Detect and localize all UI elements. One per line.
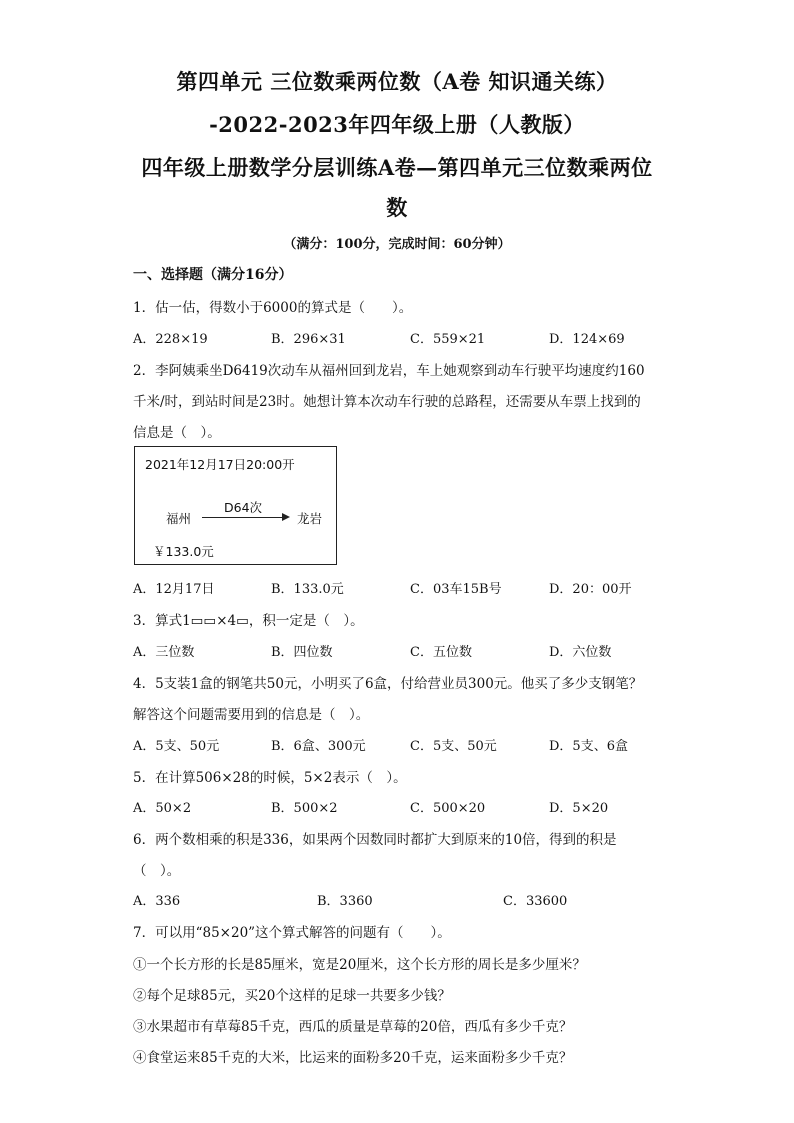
question-1: 1．估一估，得数小于6000的算式是（ ）。 [133, 300, 413, 316]
question-7-item-1: ①一个长方形的长是85厘米，宽是20厘米，这个长方形的周长是多少厘米？ [133, 957, 586, 973]
question-7-item-4: ④食堂运来85千克的大米，比运来的面粉多20千克，运来面粉多少千克？ [133, 1050, 573, 1066]
q6-option-a: A．336 [133, 894, 181, 909]
q5-option-b: B．500×2 [271, 801, 338, 816]
q1-option-c: C．559×21 [410, 332, 486, 347]
title-line-1: 第四单元 三位数乘两位数（A卷 知识通关练） [176, 69, 618, 94]
ticket-train: D64次 [224, 500, 263, 515]
question-4-line-1: 4．5支装1盒的钢笔共50元，小明买了6盒，付给营业员300元。他买了多少支钢笔？ [133, 676, 643, 692]
q2-option-d: D．20：00开 [549, 582, 632, 597]
q1-option-a: A．228×19 [133, 332, 208, 347]
question-7-item-3: ③水果超市有草莓85千克，西瓜的质量是草莓的20倍，西瓜有多少千克？ [133, 1019, 573, 1035]
question-7-item-2: ②每个足球85元，买20个这样的足球一共要多少钱？ [133, 988, 451, 1004]
question-6-line-1: 6．两个数相乘的积是336，如果两个因数同时都扩大到原来的10倍，得到的积是 [133, 832, 617, 848]
question-4-line-2: 解答这个问题需要用到的信息是（ ）。 [133, 707, 370, 723]
title-line-2: -2022-2023年四年级上册（人教版） [209, 112, 585, 137]
q4-option-b: B．6盒、300元 [271, 739, 366, 754]
title-line-4: 数 [386, 195, 408, 220]
q6-option-c: C．33600 [503, 894, 568, 909]
question-3: 3．算式1▭▭×4▭，积一定是（ ）。 [133, 613, 364, 629]
ticket-from: 福州 [166, 511, 192, 526]
q3-option-d: D．六位数 [549, 645, 612, 660]
q6-option-b: B．3360 [317, 894, 373, 909]
ticket-arrow-icon [282, 513, 290, 521]
q3-option-c: C．五位数 [410, 645, 472, 660]
ticket-to: 龙岩 [297, 511, 323, 526]
question-2-line-1: 2．李阿姨乘坐D6419次动车从福州回到龙岩，车上她观察到动车行驶平均速度约160 [133, 363, 645, 379]
q4-option-d: D．5支、6盒 [549, 739, 628, 754]
q1-option-b: B．296×31 [271, 332, 346, 347]
subtitle: （满分：100分，完成时间：60分钟） [283, 237, 511, 252]
q5-option-c: C．500×20 [410, 801, 486, 816]
question-2-line-3: 信息是（ ）。 [133, 425, 221, 441]
q2-option-c: C．03车15B号 [410, 582, 502, 597]
q3-option-b: B．四位数 [271, 645, 333, 660]
q4-option-a: A．5支、50元 [133, 739, 220, 754]
section-heading: 一、选择题（满分16分） [133, 267, 293, 283]
ticket-price: ￥133.0元 [153, 544, 214, 559]
q2-option-a: A．12月17日 [133, 582, 215, 597]
q2-option-b: B．133.0元 [271, 582, 344, 597]
train-ticket [134, 446, 337, 565]
q4-option-c: C．5支、50元 [410, 739, 497, 754]
ticket-arrow-line [202, 517, 284, 518]
question-2-line-2: 千米/时，到站时间是23时。她想计算本次动车行驶的总路程，还需要从车票上找到的 [133, 394, 641, 410]
ticket-date-time: 2021年12月17日20:00开 [145, 457, 295, 472]
q1-option-d: D．124×69 [549, 332, 625, 347]
question-6-line-2: （ ）。 [133, 863, 181, 879]
question-7: 7．可以用“85×20”这个算式解答的问题有（ ）。 [133, 925, 451, 941]
title-line-3: 四年级上册数学分层训练A卷—第四单元三位数乘两位 [141, 155, 653, 180]
q5-option-a: A．50×2 [133, 801, 192, 816]
q5-option-d: D．5×20 [549, 801, 609, 816]
question-5: 5．在计算506×28的时候，5×2表示（ ）。 [133, 770, 407, 786]
q3-option-a: A．三位数 [133, 645, 195, 660]
